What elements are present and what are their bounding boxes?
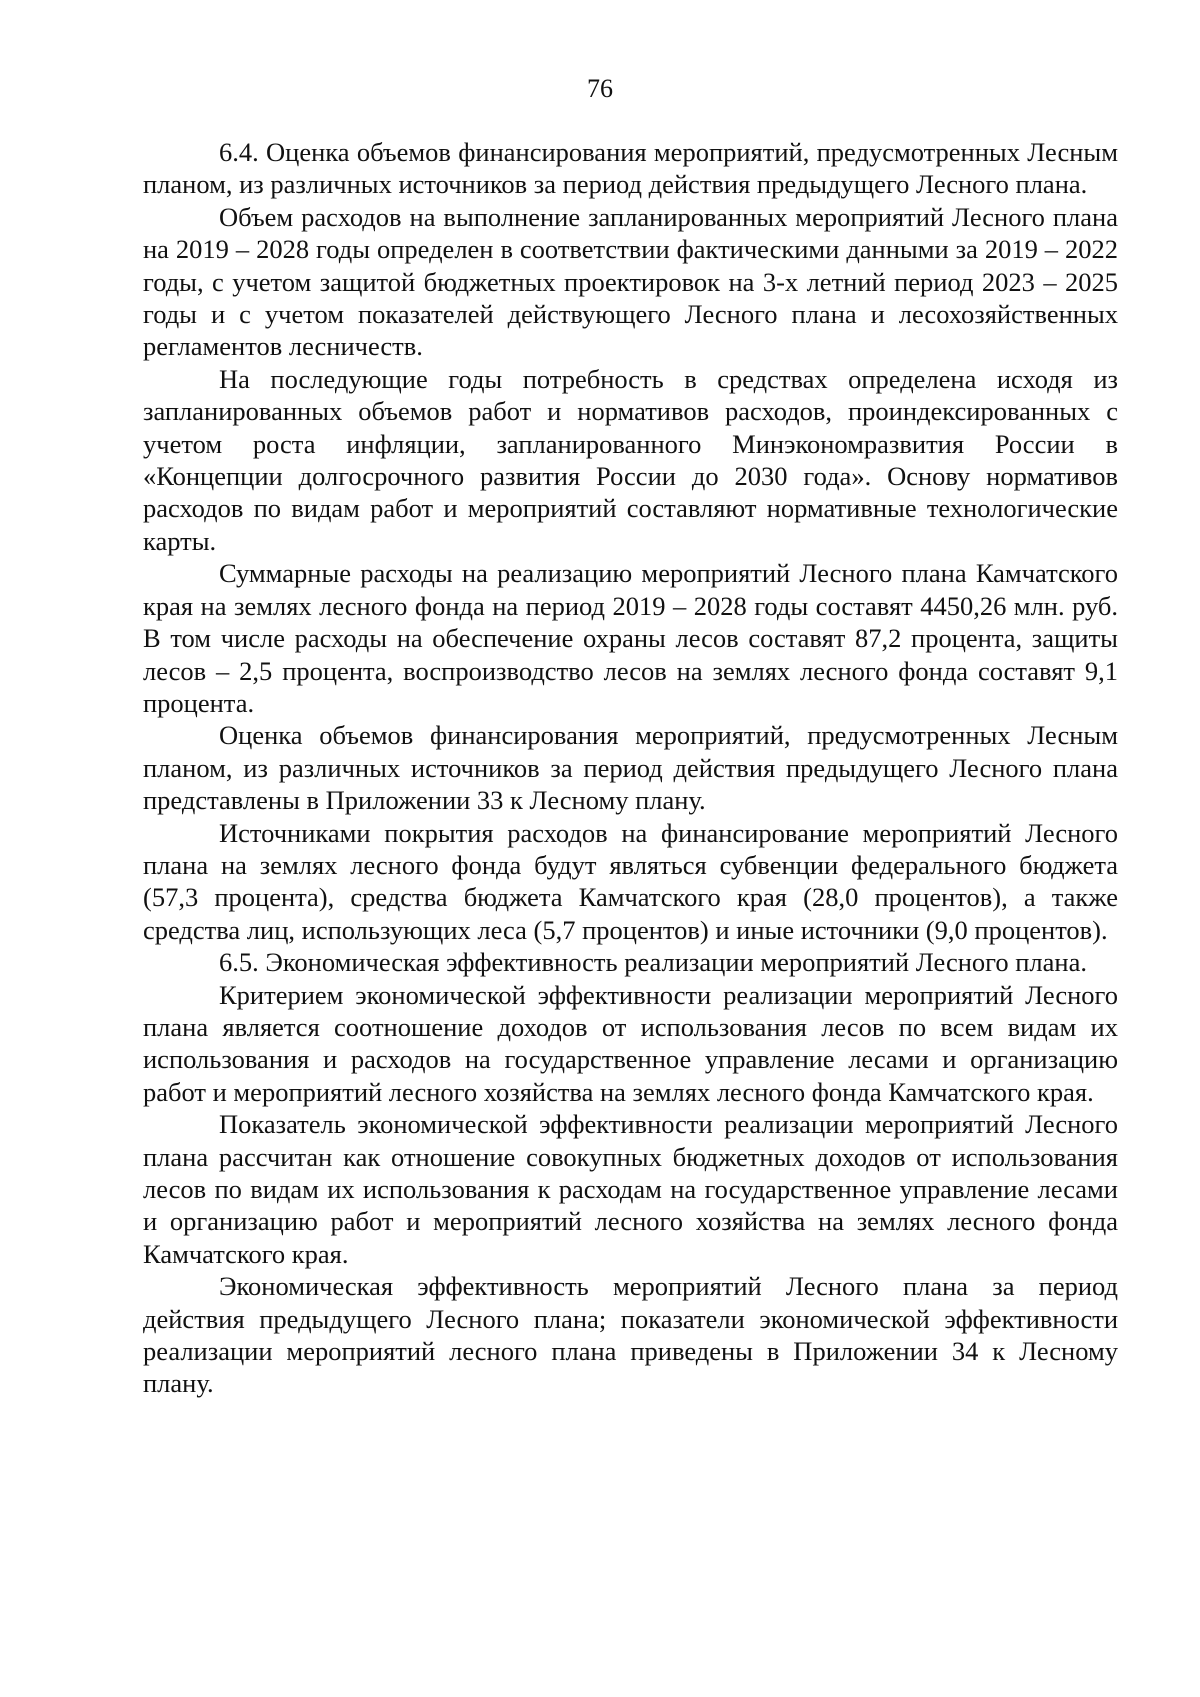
paragraph-total-expenses: Суммарные расходы на реализацию мероприятий Лесного плана Камчатского края на землях лесного фонда на период 2019 – 2028 годы составят 4450,26 млн. руб. В том числе расходы на обеспечение охраны лесов составят 87,2 процента, защиты лесов – 2,5 процента, воспроизводство лесов на землях лесного фонда составят 9,1 процента.: [143, 558, 1118, 718]
section-heading-6-5: 6.5. Экономическая эффективность реализации мероприятий Лесного плана.: [219, 947, 1087, 978]
paragraph-appendix-34: Экономическая эффективность мероприятий Лесного плана за период действия предыдущего Лесного плана; показатели экономической эффективности реализации мероприятий лесного плана приведены в Приложении 34 к Лесному плану.: [143, 1271, 1118, 1399]
document-body: [143, 136, 1118, 1400]
paragraph-future-needs: На последующие годы потребность в средствах определена исходя из запланированных объемов работ и нормативов расходов, проиндексированных с учетом роста инфляции, запланированного Минэкономразвития России в «Концепции долгосрочного развития России до 2030 года». Основу нормативов расходов по видам работ и мероприятий составляют нормативные технологические карты.: [143, 363, 1118, 556]
page-number: 76: [587, 74, 613, 103]
paragraph-funding-sources: Источниками покрытия расходов на финансирование мероприятий Лесного плана на землях лесного фонда будут являться субвенции федерального бюджета (57,3 процента), средства бюджета Камчатского края (28,0 процентов), а также средства лиц, использующих леса (5,7 процентов) и иные источники (9,0 процентов).: [143, 817, 1118, 945]
paragraph-efficiency-indicator: Показатель экономической эффективности реализации мероприятий Лесного плана рассчитан как отношение совокупных бюджетных доходов от использования лесов по видам их использования к расходам на государственное управление лесами и организацию работ и мероприятий лесного хозяйства на землях лесного фонда Камчатского края.: [143, 1109, 1118, 1269]
paragraph-expense-volume: Объем расходов на выполнение запланированных мероприятий Лесного плана на 2019 – 2028 годы определен в соответствии фактическими данными за 2019 – 2022 годы, с учетом защитой бюджетных проектировок на 3-х летний период 2023 – 2025 годы и с учетом показателей действующего Лесного плана и лесохозяйственных регламентов лесничеств.: [143, 201, 1118, 362]
paragraph-efficiency-criterion: Критерием экономической эффективности реализации мероприятий Лесного плана является соотношение доходов от использования лесов по всем видам их использования и расходов на государственное управление лесами и организацию работ и мероприятий лесного хозяйства на землях лесного фонда Камчатского края.: [143, 979, 1118, 1107]
paragraph-appendix-33: Оценка объемов финансирования мероприятий, предусмотренных Лесным планом, из различных источников за период действия предыдущего Лесного плана представлены в Приложении 33 к Лесному плану.: [143, 720, 1118, 816]
section-heading-6-4: 6.4. Оценка объемов финансирования мероприятий, предусмотренных Лесным планом, из различных источников за период действия предыдущего Лесного плана.: [143, 137, 1118, 200]
